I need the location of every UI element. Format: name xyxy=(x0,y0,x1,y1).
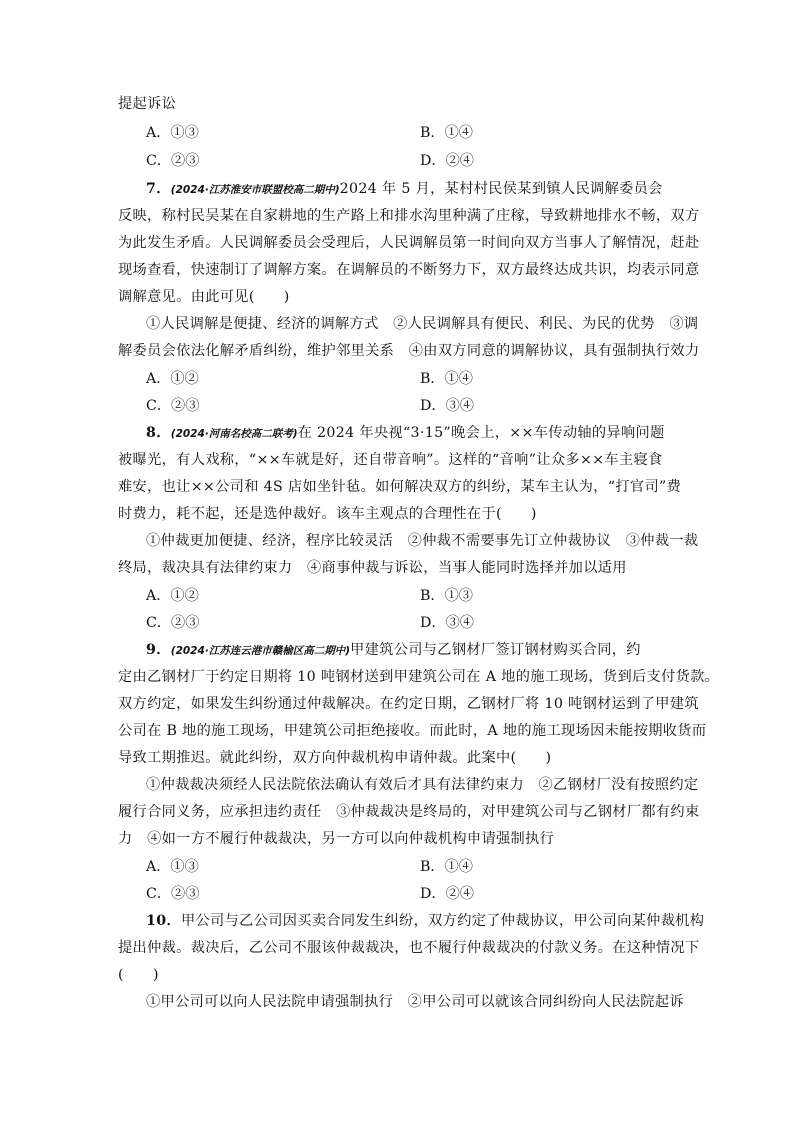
q10-stem-text: 甲公司与乙公司因买卖合同发生纠纷，双方约定了仲裁协议，甲公司向某仲裁机构 xyxy=(180,913,705,929)
q8-option-d: D．③④ xyxy=(420,615,474,631)
q8-stem-line: 被曝光，有人戏称，“××车就是好，还自带音响”。这样的“音响”让众多××车主寝食 xyxy=(118,452,663,468)
q9-option-d: D．②④ xyxy=(420,886,474,902)
q8-stem-line xyxy=(146,424,680,443)
q8-option-c: C．②③ xyxy=(146,615,200,631)
q10-number: 10． xyxy=(146,913,181,929)
q10-stem-line xyxy=(146,912,705,930)
q9-option-a: A．①③ xyxy=(146,859,199,875)
q7-option-b: B．①④ xyxy=(420,371,473,387)
q7-stem-line xyxy=(146,180,680,199)
q9-statement-line: 履行合同义务，应承担违约责任 ③仲裁裁决是终局的，对甲建筑公司与乙钢材厂都有约束 xyxy=(118,804,700,820)
q9-statement-line: 力 ④如一方不履行仲裁裁决，另一方可以向仲裁机构申请强制执行 xyxy=(118,831,555,847)
q7-option-a: A．①② xyxy=(146,371,199,387)
q7-number: 7． xyxy=(146,181,171,197)
q7-stem-line: 反映，称村民吴某在自家耕地的生产路上和排水沟里种满了庄稼，导致耕地排水不畅，双方 xyxy=(118,208,700,224)
q8-source: (2024·河南名校高二联考) xyxy=(170,428,298,440)
q9-source: (2024·江苏连云港市赣榆区高二期中) xyxy=(170,645,351,657)
q9-statement-line: ①仲裁裁决须经人民法院依法确认有效后才具有法律约束力 ②乙钢材厂没有按照约定 xyxy=(146,777,699,793)
q9-stem-line: 导致工期推迟。就此纠纷，双方向仲裁机构申请仲裁。此案中( ) xyxy=(118,750,552,766)
q9-stem-line: 双方约定，如果发生纠纷通过仲裁解决。在约定日期，乙钢材厂将 10 吨钢材运到了甲建筑 xyxy=(118,696,699,712)
q8-option-a: A．①② xyxy=(146,588,199,604)
q7-statement-line: 解委员会依法化解矛盾纠纷，维护邻里关系 ④由双方同意的调解协议，具有强制执行效力 xyxy=(118,343,700,359)
q7-option-c: C．②③ xyxy=(146,398,200,414)
q9-number: 9． xyxy=(146,642,171,658)
q9-stem-line: 定由乙钢材厂于约定日期将 10 吨钢材送到甲建筑公司在 A 地的施工现场，货到后支付货款。 xyxy=(118,669,720,685)
q9-stem-line: 公司在 B 地的施工现场，甲建筑公司拒绝接收。而此时，A 地的施工现场因未能按期收货而 xyxy=(118,723,707,739)
q6-option-c: C．②③ xyxy=(146,153,200,169)
q8-option-b: B．①③ xyxy=(420,588,473,604)
q10-stem-line: 提出仲裁。裁决后，乙公司不服该仲裁裁决，也不履行仲裁裁决的付款义务。在这种情况下 xyxy=(118,940,700,956)
q7-stem-text: 2024 年 5 月，某村村民侯某到镇人民调解委员会 xyxy=(339,181,663,197)
q9-stem-text: 甲建筑公司与乙钢材厂签订钢材购买合同，约 xyxy=(350,642,641,658)
q6-tail-text: 提起诉讼 xyxy=(118,96,177,112)
q7-stem-line: 为此发生矛盾。人民调解委员会受理后，人民调解员第一时间向双方当事人了解情况，赶赴 xyxy=(118,235,700,251)
q6-option-b: B．①④ xyxy=(420,125,473,141)
q7-stem-line: 调解意见。由此可见( ) xyxy=(118,289,290,305)
q6-option-a: A．①③ xyxy=(146,125,199,141)
q9-option-b: B．①④ xyxy=(420,859,473,875)
q7-option-d: D．③④ xyxy=(420,398,474,414)
q9-option-c: C．②③ xyxy=(146,886,200,902)
q9-stem-line xyxy=(146,641,680,660)
q8-stem-line: 难安，也让××公司和 4S 店如坐针毡。如何解决双方的纠纷，某车主认为，“打官司”费 xyxy=(118,479,682,495)
q7-statement-line: ①人民调解是便捷、经济的调解方式 ②人民调解具有便民、利民、为民的优势 ③调 xyxy=(146,316,699,332)
q8-stem-text: 在 2024 年央视“3·15”晚会上，××车传动轴的异响问题 xyxy=(297,425,665,441)
q10-stem-line: ( ) xyxy=(118,967,159,983)
q7-source: (2024·江苏淮安市联盟校高二期中) xyxy=(170,184,340,196)
q7-stem-line: 现场查看，快速制订了调解方案。在调解员的不断努力下，双方最终达成共识，均表示同意 xyxy=(118,262,700,278)
q10-statement-line: ①甲公司可以向人民法院申请强制执行 ②甲公司可以就该合同纠纷向人民法院起诉 xyxy=(146,994,684,1010)
q6-option-d: D．②④ xyxy=(420,153,474,169)
q8-statement-line: ①仲裁更加便捷、经济，程序比较灵活 ②仲裁不需要事先订立仲裁协议 ③仲裁一裁 xyxy=(146,533,699,549)
q8-stem-line: 时费力，耗不起，还是选仲裁好。该车主观点的合理性在于( ) xyxy=(118,506,537,522)
q8-statement-line: 终局，裁决具有法律约束力 ④商事仲裁与诉讼，当事人能同时选择并加以适用 xyxy=(118,560,627,576)
q8-number: 8． xyxy=(146,425,171,441)
